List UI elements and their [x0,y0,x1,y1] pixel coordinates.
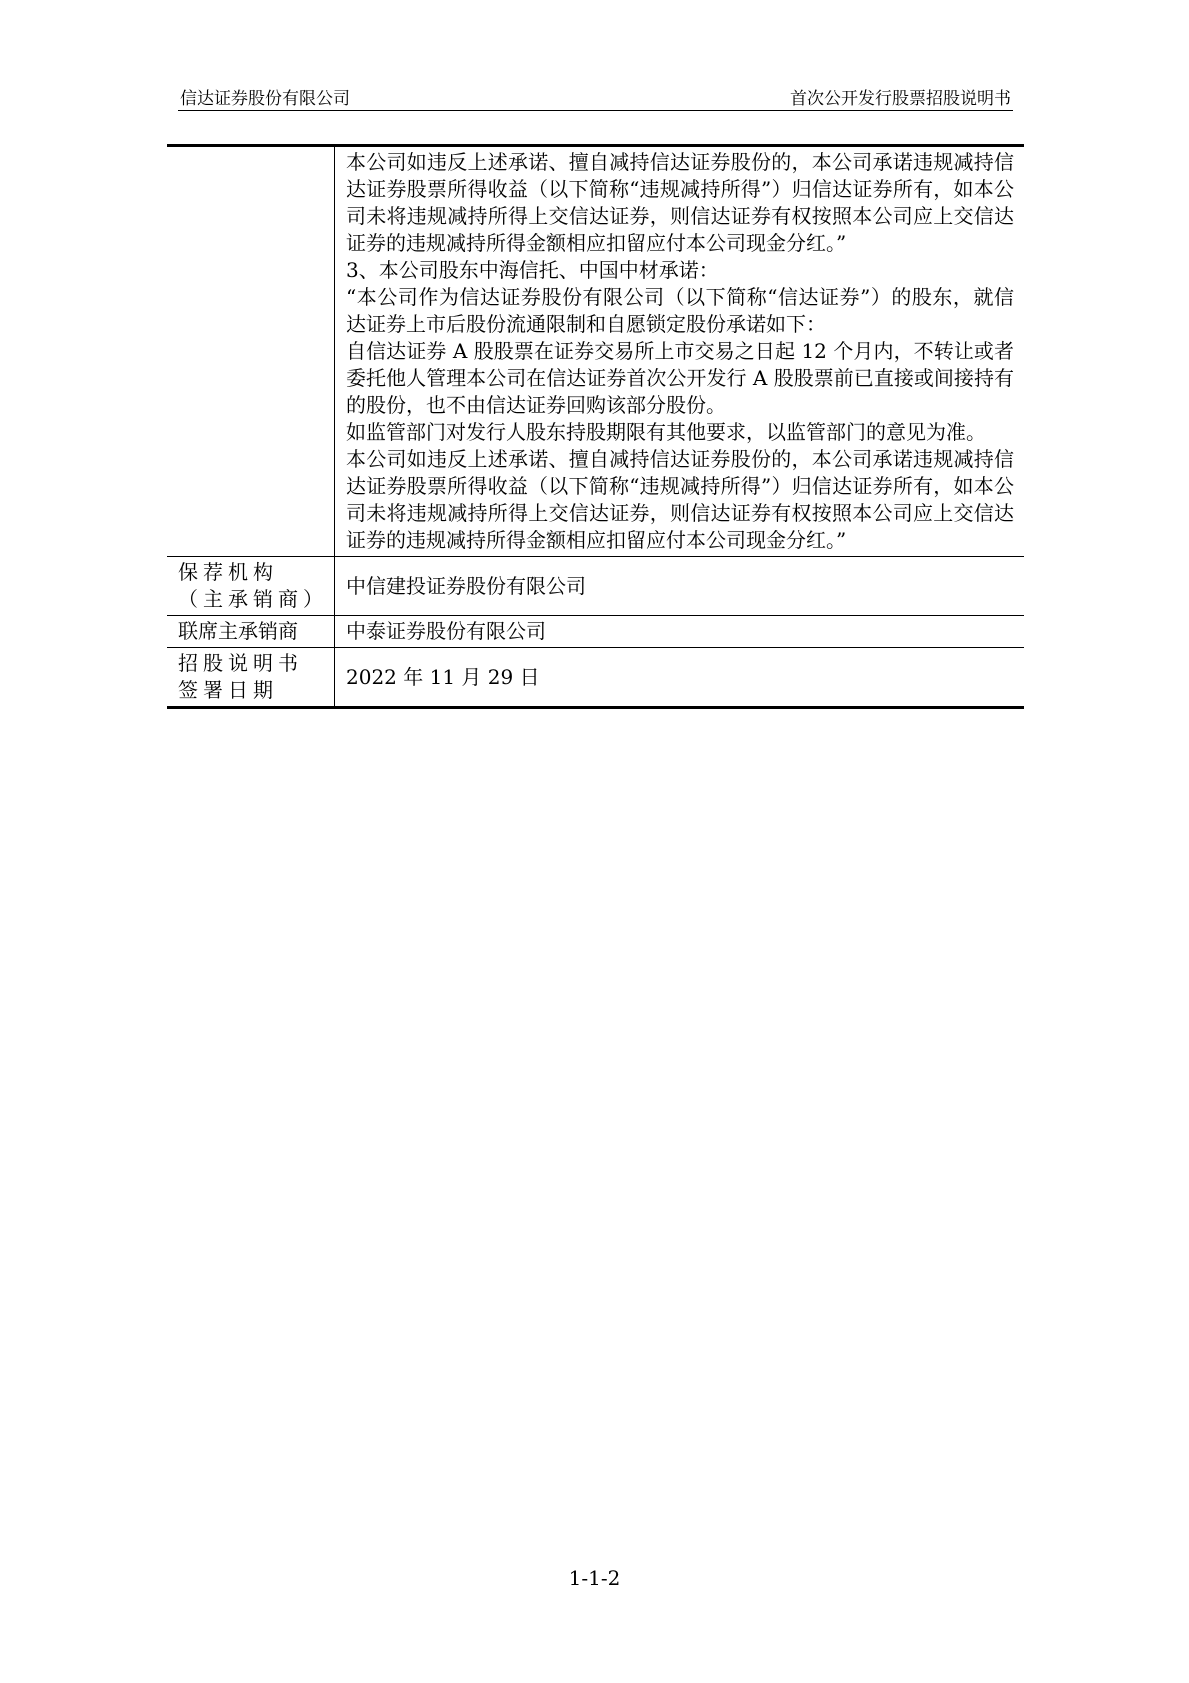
table-row-sponsor [167,557,1024,616]
commitments-label-cell [167,146,335,557]
commitment-paragraph: 本公司如违反上述承诺、擅自减持信达证券股份的，本公司承诺违规减持信达证券股票所得收益（以下简称“违规减持所得”）归信达证券所有，如本公司未将违规减持所得上交信达证券，则信达证券有权按照本公司应上交信达证券的违规减持所得金额相应扣留应付本公司现金分红。” [346,447,1014,552]
sponsor-label: 保荐机构（主承销商） [167,557,335,616]
commitment-paragraph: “本公司作为信达证券股份有限公司（以下简称“信达证券”）的股东，就信达证券上市后股份流通限制和自愿锁定股份承诺如下： [346,285,1014,336]
table-row-commitments [167,146,1024,557]
table-row-co-lead-underwriter [167,616,1024,648]
header-company-name: 信达证券股份有限公司 [180,89,350,109]
table-row-sign-date [167,648,1024,708]
commitment-paragraph: 本公司如违反上述承诺、擅自减持信达证券股份的，本公司承诺违规减持信达证券股票所得收益（以下简称“违规减持所得”）归信达证券所有，如本公司未将违规减持所得上交信达证券，则信达证券有权按照本公司应上交信达证券的违规减持所得金额相应扣留应付本公司现金分红。” [346,150,1014,255]
sponsor-value: 中信建投证券股份有限公司 [335,557,1025,616]
info-table [167,144,1024,709]
page-header [178,84,1013,111]
co-lead-underwriter-label: 联席主承销商 [167,616,335,648]
sign-date-value: 2022 年 11 月 29 日 [335,648,1025,708]
commitments-content-cell [335,146,1025,557]
commitment-paragraph: 3、本公司股东中海信托、中国中材承诺： [346,258,719,282]
header-document-title: 首次公开发行股票招股说明书 [790,89,1011,109]
commitment-paragraph: 如监管部门对发行人股东持股期限有其他要求，以监管部门的意见为准。 [346,420,986,444]
sign-date-label: 招股说明书签署日期 [167,648,335,708]
co-lead-underwriter-value: 中泰证券股份有限公司 [335,616,1025,648]
page-number: 1-1-2 [568,1566,621,1590]
commitment-paragraph: 自信达证券 A 股股票在证券交易所上市交易之日起 12 个月内，不转让或者委托他人管理本公司在信达证券首次公开发行 A 股股票前已直接或间接持有的股份，也不由信达证券回购该部分股份。 [346,339,1014,417]
